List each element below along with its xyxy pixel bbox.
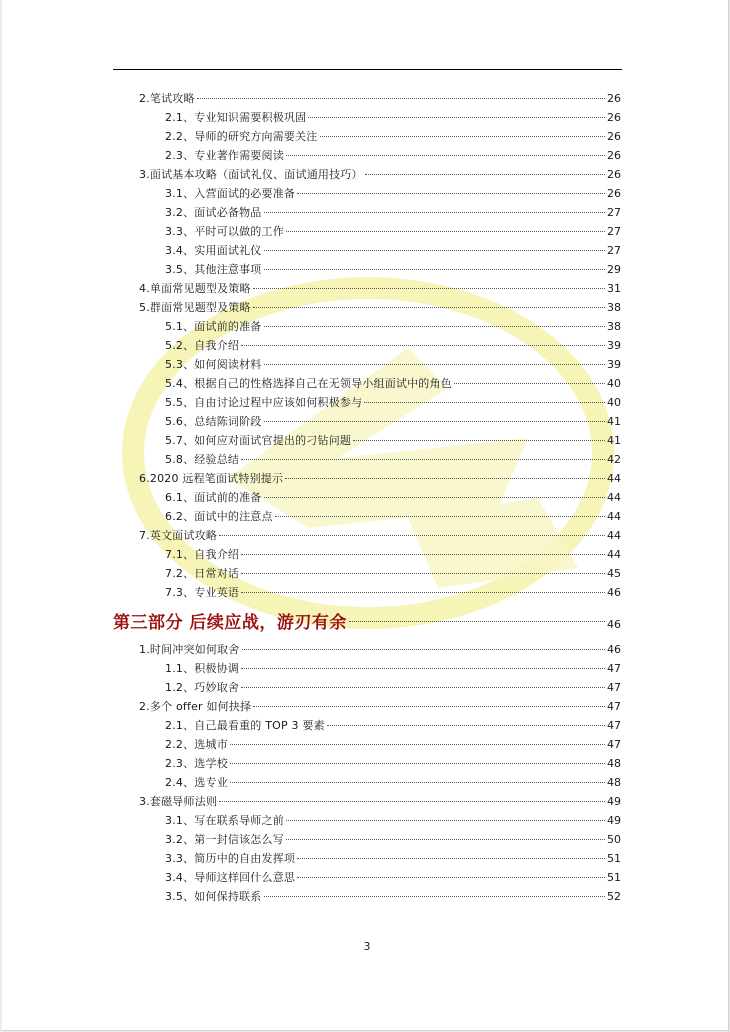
toc-entry-label: 3.5、如何保持联系 bbox=[165, 890, 262, 903]
toc-entry-page-number: 47 bbox=[607, 662, 621, 675]
toc-entry-label: 1.2、巧妙取舍 bbox=[165, 681, 240, 694]
toc-entry-label: 5.8、经验总结 bbox=[165, 453, 240, 466]
toc-entry-label: 7.1、自我介绍 bbox=[165, 548, 240, 561]
toc-entry[interactable] bbox=[165, 393, 621, 412]
dot-leader bbox=[264, 268, 606, 270]
toc-entry[interactable] bbox=[165, 317, 621, 336]
toc-entry-label: 7.2、日常对话 bbox=[165, 567, 240, 580]
toc-entry-label: 2.多个 offer 如何抉择 bbox=[139, 700, 252, 713]
toc-entry-label: 3.5、其他注意事项 bbox=[165, 263, 262, 276]
toc-entry-label: 5.7、如何应对面试官提出的刁钻问题 bbox=[165, 434, 352, 447]
toc-entry[interactable] bbox=[165, 412, 621, 431]
document-page bbox=[2, 0, 729, 1031]
toc-entry-page-number: 47 bbox=[607, 738, 621, 751]
toc-entry-page-number: 46 bbox=[607, 643, 621, 656]
dot-leader bbox=[253, 306, 605, 308]
dot-leader bbox=[454, 382, 605, 384]
toc-entry-label: 7.3、专业英语 bbox=[165, 586, 240, 599]
toc-entry[interactable] bbox=[165, 431, 621, 450]
dot-leader bbox=[264, 211, 606, 213]
toc-entry-label: 3.3、平时可以做的工作 bbox=[165, 225, 284, 238]
toc-entry-label: 1.1、积极协调 bbox=[165, 662, 240, 675]
toc-entry[interactable] bbox=[139, 792, 621, 811]
toc-entry-label: 2.3、选学校 bbox=[165, 757, 228, 770]
toc-entry-page-number: 26 bbox=[607, 111, 621, 124]
dot-leader bbox=[365, 173, 605, 175]
dot-leader bbox=[219, 800, 605, 802]
toc-entry[interactable] bbox=[139, 298, 621, 317]
table-of-contents bbox=[2, 0, 728, 1030]
toc-entry[interactable] bbox=[139, 279, 621, 298]
toc-entry-label: 4.单面常见题型及策略 bbox=[139, 282, 251, 295]
toc-entry[interactable] bbox=[165, 583, 621, 602]
toc-entry-page-number: 51 bbox=[607, 852, 621, 865]
toc-entry[interactable] bbox=[165, 849, 621, 868]
dot-leader bbox=[241, 458, 605, 460]
toc-entry[interactable] bbox=[139, 640, 621, 659]
toc-entry-label: 6.2、面试中的注意点 bbox=[165, 510, 273, 523]
toc-entry[interactable] bbox=[165, 887, 621, 906]
toc-entry[interactable] bbox=[165, 146, 621, 165]
toc-entry[interactable] bbox=[165, 830, 621, 849]
toc-entry-page-number: 27 bbox=[607, 244, 621, 257]
dot-leader bbox=[297, 876, 605, 878]
toc-entry-page-number: 44 bbox=[607, 548, 621, 561]
toc-entry[interactable] bbox=[165, 678, 621, 697]
dot-leader bbox=[253, 287, 605, 289]
toc-entry-page-number: 39 bbox=[607, 358, 621, 371]
toc-entry[interactable] bbox=[165, 773, 621, 792]
toc-entry-label: 3.1、入营面试的必要准备 bbox=[165, 187, 296, 200]
toc-entry-page-number: 46 bbox=[607, 618, 621, 631]
toc-entry-page-number: 29 bbox=[607, 263, 621, 276]
toc-entry[interactable] bbox=[165, 374, 621, 393]
toc-entry[interactable] bbox=[139, 526, 621, 545]
toc-entry-page-number: 41 bbox=[607, 434, 621, 447]
toc-entry[interactable] bbox=[139, 165, 621, 184]
toc-entry[interactable] bbox=[139, 469, 621, 488]
toc-entry-page-number: 27 bbox=[607, 206, 621, 219]
toc-entry-page-number: 45 bbox=[607, 567, 621, 580]
toc-entry[interactable] bbox=[165, 868, 621, 887]
toc-entry[interactable] bbox=[165, 564, 621, 583]
toc-entry[interactable] bbox=[165, 488, 621, 507]
dot-leader bbox=[286, 154, 605, 156]
toc-entry-label: 3.4、实用面试礼仪 bbox=[165, 244, 262, 257]
dot-leader bbox=[286, 230, 605, 232]
toc-entry-page-number: 26 bbox=[607, 92, 621, 105]
toc-entry-label: 5.1、面试前的准备 bbox=[165, 320, 262, 333]
toc-entry-page-number: 46 bbox=[607, 586, 621, 599]
dot-leader bbox=[230, 781, 605, 783]
toc-entry-label: 3.1、写在联系导师之前 bbox=[165, 814, 284, 827]
toc-entry-label: 3.2、第一封信该怎么写 bbox=[165, 833, 284, 846]
toc-entry[interactable] bbox=[165, 811, 621, 830]
dot-leader bbox=[241, 572, 605, 574]
toc-entry[interactable] bbox=[165, 184, 621, 203]
toc-entry-page-number: 41 bbox=[607, 415, 621, 428]
dot-leader bbox=[308, 116, 605, 118]
toc-entry-label: 6.2020 远程笔面试特别提示 bbox=[139, 472, 284, 485]
toc-entry-label: 2.2、导师的研究方向需要关注 bbox=[165, 130, 318, 143]
toc-entry-page-number: 49 bbox=[607, 814, 621, 827]
toc-entry-label: 3.套磁导师法则 bbox=[139, 795, 218, 808]
dot-leader bbox=[297, 192, 605, 194]
toc-entry-page-number: 48 bbox=[607, 757, 621, 770]
dot-leader bbox=[219, 534, 605, 536]
toc-entry-label: 5.4、根据自己的性格选择自己在无领导小组面试中的角色 bbox=[165, 377, 452, 390]
toc-entry-page-number: 31 bbox=[607, 282, 621, 295]
dot-leader bbox=[241, 344, 605, 346]
dot-leader bbox=[264, 895, 606, 897]
dot-leader bbox=[275, 515, 605, 517]
toc-entry-label: 5.5、自由讨论过程中应该如何积极参与 bbox=[165, 396, 363, 409]
dot-leader bbox=[297, 857, 605, 859]
toc-entry-page-number: 44 bbox=[607, 510, 621, 523]
toc-entry[interactable] bbox=[165, 735, 621, 754]
toc-entry-label: 5.6、总结陈词阶段 bbox=[165, 415, 262, 428]
toc-entry-label: 2.3、专业著作需要阅读 bbox=[165, 149, 284, 162]
toc-entry-page-number: 44 bbox=[607, 472, 621, 485]
toc-entry[interactable] bbox=[165, 260, 621, 279]
toc-entry-page-number: 26 bbox=[607, 168, 621, 181]
toc-entry-page-number: 40 bbox=[607, 377, 621, 390]
toc-entry-page-number: 27 bbox=[607, 225, 621, 238]
dot-leader bbox=[241, 667, 605, 669]
dot-leader bbox=[241, 591, 605, 593]
toc-entry[interactable] bbox=[165, 127, 621, 146]
toc-entry-page-number: 39 bbox=[607, 339, 621, 352]
toc-entry-page-number: 38 bbox=[607, 301, 621, 314]
dot-leader bbox=[353, 439, 605, 441]
dot-leader bbox=[241, 553, 605, 555]
page-number: 3 bbox=[363, 940, 371, 953]
dot-leader bbox=[286, 819, 605, 821]
dot-leader bbox=[230, 762, 605, 764]
toc-entry-page-number: 44 bbox=[607, 491, 621, 504]
dot-leader bbox=[349, 620, 605, 622]
toc-entry-label: 2.1、专业知识需要积极巩固 bbox=[165, 111, 307, 124]
dot-leader bbox=[253, 705, 605, 707]
dot-leader bbox=[264, 420, 606, 422]
toc-entry[interactable] bbox=[165, 355, 621, 374]
toc-entry-page-number: 44 bbox=[607, 529, 621, 542]
toc-entry-label: 3.2、面试必备物品 bbox=[165, 206, 262, 219]
toc-entry-label: 2.4、选专业 bbox=[165, 776, 228, 789]
toc-entry-label: 第三部分 后续应战，游刃有余 bbox=[113, 613, 347, 633]
toc-entry[interactable] bbox=[165, 545, 621, 564]
toc-entry-label: 2.2、选城市 bbox=[165, 738, 228, 751]
toc-entry-label: 2.笔试攻略 bbox=[139, 92, 195, 105]
dot-leader bbox=[327, 724, 605, 726]
toc-entry-label: 5.3、如何阅读材料 bbox=[165, 358, 262, 371]
dot-leader bbox=[285, 477, 605, 479]
dot-leader bbox=[230, 743, 605, 745]
dot-leader bbox=[320, 135, 606, 137]
dot-leader bbox=[264, 249, 606, 251]
toc-entry-label: 5.2、自我介绍 bbox=[165, 339, 240, 352]
toc-entry[interactable] bbox=[165, 203, 621, 222]
toc-entry-page-number: 42 bbox=[607, 453, 621, 466]
toc-entry[interactable] bbox=[139, 697, 621, 716]
toc-entry-page-number: 52 bbox=[607, 890, 621, 903]
toc-entry-label: 2.1、自己最看重的 TOP 3 要素 bbox=[165, 719, 325, 732]
toc-entry-page-number: 50 bbox=[607, 833, 621, 846]
dot-leader bbox=[264, 363, 606, 365]
toc-entry-page-number: 51 bbox=[607, 871, 621, 884]
toc-entry[interactable] bbox=[165, 222, 621, 241]
toc-entry-page-number: 38 bbox=[607, 320, 621, 333]
toc-entry-page-number: 26 bbox=[607, 130, 621, 143]
toc-entry-label: 7.英文面试攻略 bbox=[139, 529, 218, 542]
dot-leader bbox=[264, 496, 606, 498]
dot-leader bbox=[242, 648, 606, 650]
toc-entry[interactable] bbox=[165, 716, 621, 735]
toc-entry[interactable] bbox=[165, 336, 621, 355]
toc-entry-label: 3.3、简历中的自由发挥项 bbox=[165, 852, 296, 865]
toc-entry[interactable] bbox=[165, 241, 621, 260]
toc-entry-page-number: 26 bbox=[607, 149, 621, 162]
toc-entry-page-number: 48 bbox=[607, 776, 621, 789]
dot-leader bbox=[364, 401, 605, 403]
toc-entry-label: 1.时间冲突如何取舍 bbox=[139, 643, 240, 656]
toc-entry-page-number: 26 bbox=[607, 187, 621, 200]
dot-leader bbox=[264, 325, 606, 327]
toc-entry-page-number: 47 bbox=[607, 719, 621, 732]
toc-entry[interactable] bbox=[165, 659, 621, 678]
dot-leader bbox=[286, 838, 605, 840]
toc-entry-page-number: 47 bbox=[607, 681, 621, 694]
dot-leader bbox=[197, 97, 605, 99]
toc-entry-label: 6.1、面试前的准备 bbox=[165, 491, 262, 504]
toc-entry[interactable] bbox=[165, 507, 621, 526]
toc-entry[interactable] bbox=[165, 108, 621, 127]
toc-entry-label: 3.面试基本攻略（面试礼仪、面试通用技巧） bbox=[139, 168, 363, 181]
toc-entry[interactable] bbox=[165, 450, 621, 469]
toc-entry-label: 5.群面常见题型及策略 bbox=[139, 301, 251, 314]
dot-leader bbox=[241, 686, 605, 688]
toc-entry[interactable] bbox=[165, 754, 621, 773]
toc-entry-page-number: 49 bbox=[607, 795, 621, 808]
toc-entry-page-number: 47 bbox=[607, 700, 621, 713]
toc-entry-page-number: 40 bbox=[607, 396, 621, 409]
toc-entry[interactable] bbox=[139, 89, 621, 108]
toc-entry-label: 3.4、导师这样回什么意思 bbox=[165, 871, 296, 884]
toc-part-heading[interactable] bbox=[113, 610, 621, 636]
